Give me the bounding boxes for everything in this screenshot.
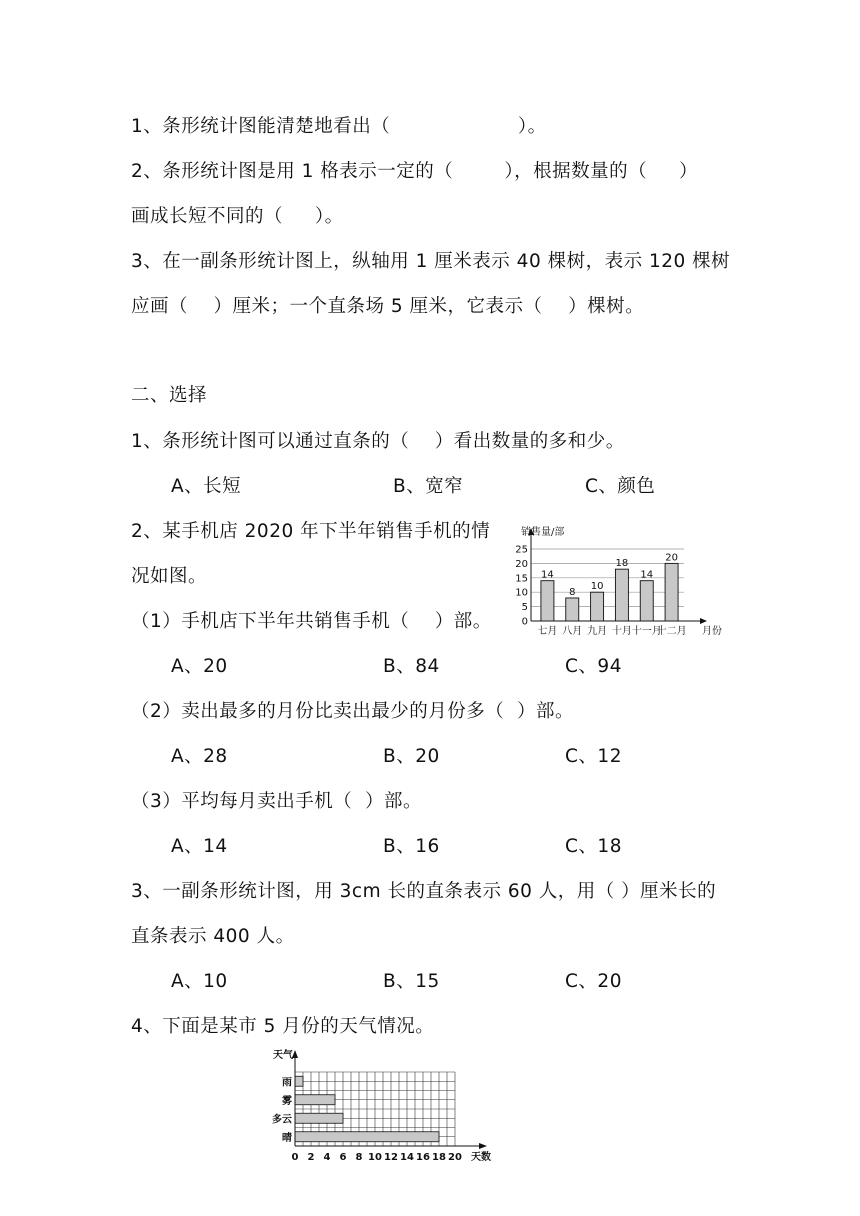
- choice-q2-sub3-option-a: A、14: [171, 836, 228, 857]
- choice-q1-option-a: A、长短: [171, 476, 242, 497]
- bar: [665, 563, 678, 621]
- choice-q2-sub1-stem: （1）手机店下半年共销售手机（ ）部。: [131, 611, 492, 632]
- y-tick-label: 5: [521, 602, 528, 614]
- data-label: 8: [569, 586, 576, 598]
- y-tick-label: 雾: [282, 1095, 292, 1107]
- x-tick-label: 6: [339, 1152, 347, 1163]
- sales-bar-chart: [506, 522, 736, 647]
- x-tick-label: 0: [291, 1152, 299, 1163]
- x-tick-label: 14: [400, 1152, 414, 1163]
- y-tick-label: 10: [515, 587, 528, 599]
- choice-q2-stem-line2: 况如图。: [131, 566, 208, 587]
- x-tick-label: 20: [448, 1152, 462, 1163]
- x-tick-label: 八月: [562, 626, 583, 637]
- x-tick-label: 16: [416, 1152, 430, 1163]
- x-tick-label: 18: [432, 1152, 446, 1163]
- x-tick-label: 十月: [611, 626, 632, 637]
- choice-q3-stem-line1: 3、一副条形统计图，用 3cm 长的直条表示 60 人，用（ ）厘米长的: [131, 881, 717, 902]
- x-tick-label: 2: [307, 1152, 315, 1163]
- x-tick-label: 九月: [587, 626, 608, 637]
- choice-q3-option-c: C、20: [565, 971, 622, 992]
- fill-q3-line1: 3、在一副条形统计图上，纵轴用 1 厘米表示 40 棵树，表示 120 棵树: [131, 251, 731, 272]
- x-tick-label: 4: [323, 1152, 331, 1163]
- choice-q2-sub2-option-a: A、28: [171, 746, 228, 767]
- y-tick-label: 晴: [282, 1132, 292, 1144]
- choice-q2-sub1-option-a: A、20: [171, 656, 228, 677]
- x-tick-label: 十一月: [631, 626, 662, 637]
- y-axis-label: 天气: [273, 1050, 293, 1061]
- y-tick-label: 20: [515, 558, 528, 570]
- choice-q2-sub2-stem: （2）卖出最多的月份比卖出最少的月份多（ ）部。: [131, 701, 575, 722]
- bar: [295, 1095, 335, 1105]
- bar: [295, 1076, 303, 1086]
- choice-q2-sub1-option-c: C、94: [565, 656, 622, 677]
- fill-q2-line2: 画成长短不同的（ ）。: [131, 206, 344, 227]
- choice-q1-option-b: B、宽窄: [393, 476, 464, 497]
- y-tick-label: 15: [515, 573, 528, 585]
- data-label: 14: [541, 569, 554, 581]
- choice-q2-sub3-stem: （3）平均每月卖出手机（ ）部。: [131, 791, 423, 812]
- bar: [295, 1132, 439, 1142]
- y-tick-label: 多云: [272, 1114, 292, 1126]
- bar: [541, 581, 554, 621]
- fill-q2-line1: 2、条形统计图是用 1 格表示一定的（ ），根据数量的（ ）: [131, 161, 699, 182]
- section-heading: 二、选择: [131, 385, 208, 406]
- y-axis-label: 销售量/部: [521, 527, 565, 538]
- choice-q4-stem: 4、下面是某市 5 月份的天气情况。: [131, 1016, 435, 1037]
- choice-q2-sub1-option-b: B、84: [383, 656, 440, 677]
- fill-q1: 1、条形统计图能清楚地看出（ ）。: [131, 116, 547, 137]
- x-tick-label: 10: [368, 1152, 382, 1163]
- y-tick-label: 0: [521, 616, 528, 628]
- data-label: 14: [640, 569, 654, 581]
- fill-q3-line2: 应画（ ）厘米；一个直条场 5 厘米，它表示（ ）棵树。: [131, 296, 645, 317]
- x-tick-label: 12: [384, 1152, 398, 1163]
- bar: [640, 581, 653, 621]
- choice-q3-option-a: A、10: [171, 971, 228, 992]
- choice-q2-sub2-option-b: B、20: [383, 746, 440, 767]
- choice-q2-sub3-option-c: C、18: [565, 836, 622, 857]
- bar: [615, 569, 628, 621]
- bar: [566, 598, 579, 621]
- choice-q2-stem-line1: 2、某手机店 2020 年下半年销售手机的情: [131, 521, 491, 542]
- data-label: 20: [665, 552, 678, 564]
- x-axis-arrow: [479, 1143, 487, 1149]
- x-axis-label: 月份: [702, 626, 722, 637]
- data-label: 10: [590, 581, 604, 593]
- x-axis-label: 天数: [471, 1152, 491, 1163]
- data-label: 18: [615, 558, 629, 570]
- bar: [295, 1113, 343, 1123]
- choice-q2-sub2-option-c: C、12: [565, 746, 622, 767]
- x-axis-arrow: [700, 618, 707, 624]
- bar: [591, 592, 604, 621]
- weather-bar-chart: [258, 1043, 498, 1173]
- choice-q3-option-b: B、15: [383, 971, 440, 992]
- x-tick-label: 七月: [537, 626, 558, 637]
- choice-q1-option-c: C、颜色: [585, 476, 656, 497]
- choice-q1-stem: 1、条形统计图可以通过直条的（ ）看出数量的多和少。: [131, 431, 625, 452]
- choice-q2-sub3-option-b: B、16: [383, 836, 440, 857]
- choice-q3-stem-line2: 直条表示 400 人。: [131, 926, 295, 947]
- y-tick-label: 雨: [282, 1077, 292, 1089]
- y-tick-label: 25: [515, 544, 528, 556]
- x-tick-label: 8: [355, 1152, 363, 1163]
- x-tick-label: 十二月: [656, 626, 687, 637]
